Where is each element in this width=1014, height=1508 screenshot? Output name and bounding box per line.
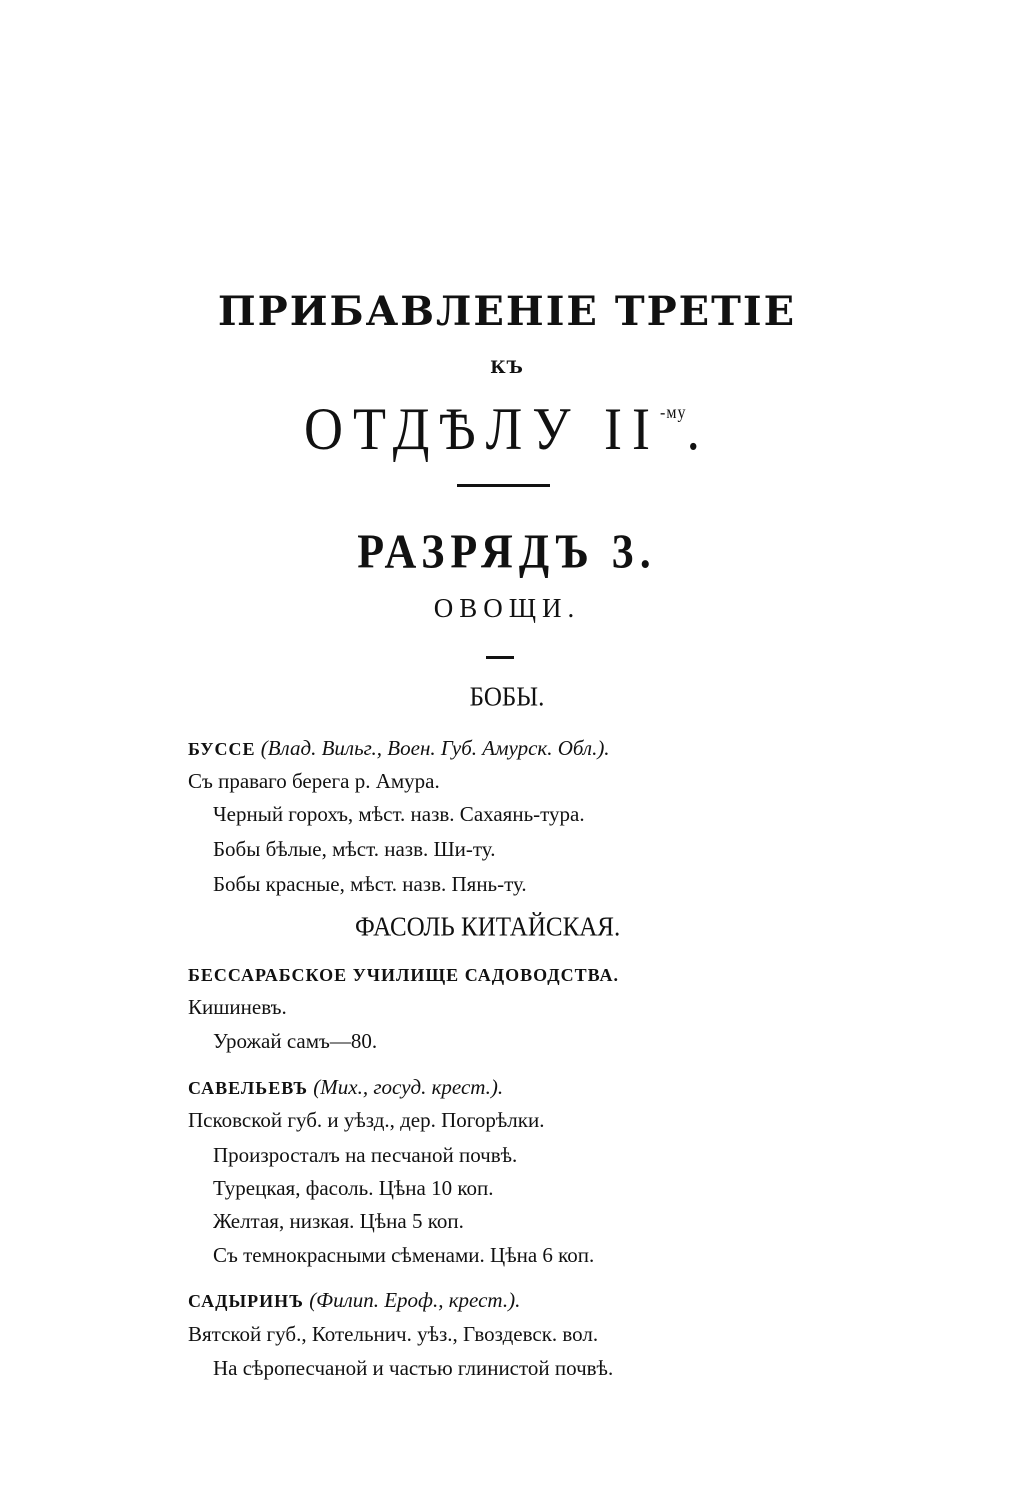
to-word: КЪ [490, 358, 524, 378]
divider-long [457, 484, 550, 487]
section-text: ОТДѢЛУ II [304, 395, 660, 463]
entry-details: (Мих., госуд. крест.). [313, 1075, 504, 1099]
entry-item: На сѣропесчаной и частью глинистой почвѣ. [213, 1356, 614, 1380]
section-heading [0, 394, 1014, 463]
entry-item: Бобы бѣлые, мѣст. назв. Ши-ту. [213, 837, 496, 861]
appendix-title: ПРИБАВЛЕНІЕ ТРЕТІЕ [217, 288, 797, 335]
entry-item: Съ темнокрасными сѣменами. Цѣна 6 коп. [213, 1243, 595, 1267]
entry-name: САВЕЛЬЕВЪ [188, 1078, 309, 1098]
entry-location: Псковской губ. и уѣзд., дер. Погорѣлки. [188, 1108, 545, 1132]
entry-details: (Влад. Вильг., Воен. Губ. Амурск. Обл.). [260, 736, 610, 760]
entry-name: САДЫРИНЪ [188, 1291, 304, 1311]
entry-item: Турецкая, фасоль. Цѣна 10 коп. [213, 1176, 494, 1200]
entry-item: Урожай самъ—80. [213, 1029, 378, 1053]
entry-header [188, 1075, 503, 1100]
entry-details: (Филип. Ероф., крест.). [309, 1288, 521, 1312]
entry-item: Произросталъ на песчаной почвѣ. [213, 1143, 518, 1167]
entry-item: Желтая, низкая. Цѣна 5 коп. [213, 1209, 464, 1233]
entry-location: Кишиневъ. [188, 995, 287, 1019]
entry-location: Вятской губ., Котельнич. уѣз., Гвоздевск. вол. [188, 1322, 599, 1346]
divider-short [486, 656, 514, 659]
section-superscript: -му [660, 403, 687, 423]
group-title: БОБЫ. [469, 682, 545, 713]
entry-item: Черный горохъ, мѣст. назв. Сахаянь-тура. [213, 802, 585, 826]
entry-location: Съ праваго берега р. Амура. [188, 769, 440, 793]
subcategory-heading: ОВОЩИ. [433, 593, 581, 623]
entry-header [188, 962, 619, 987]
section-period: . [686, 395, 710, 463]
group-title: ФАСОЛЬ КИТАЙСКАЯ. [355, 912, 621, 943]
entry-name: БЕССАРАБСКОЕ УЧИЛИЩЕ САДОВОДСТВА. [188, 965, 620, 985]
entry-header [188, 1288, 520, 1313]
entry-header [188, 736, 610, 761]
entry-name: БУССЕ [188, 739, 256, 759]
category-heading: РАЗРЯДЪ 3. [357, 524, 657, 579]
entry-item: Бобы красные, мѣст. назв. Пянь-ту. [213, 872, 527, 896]
